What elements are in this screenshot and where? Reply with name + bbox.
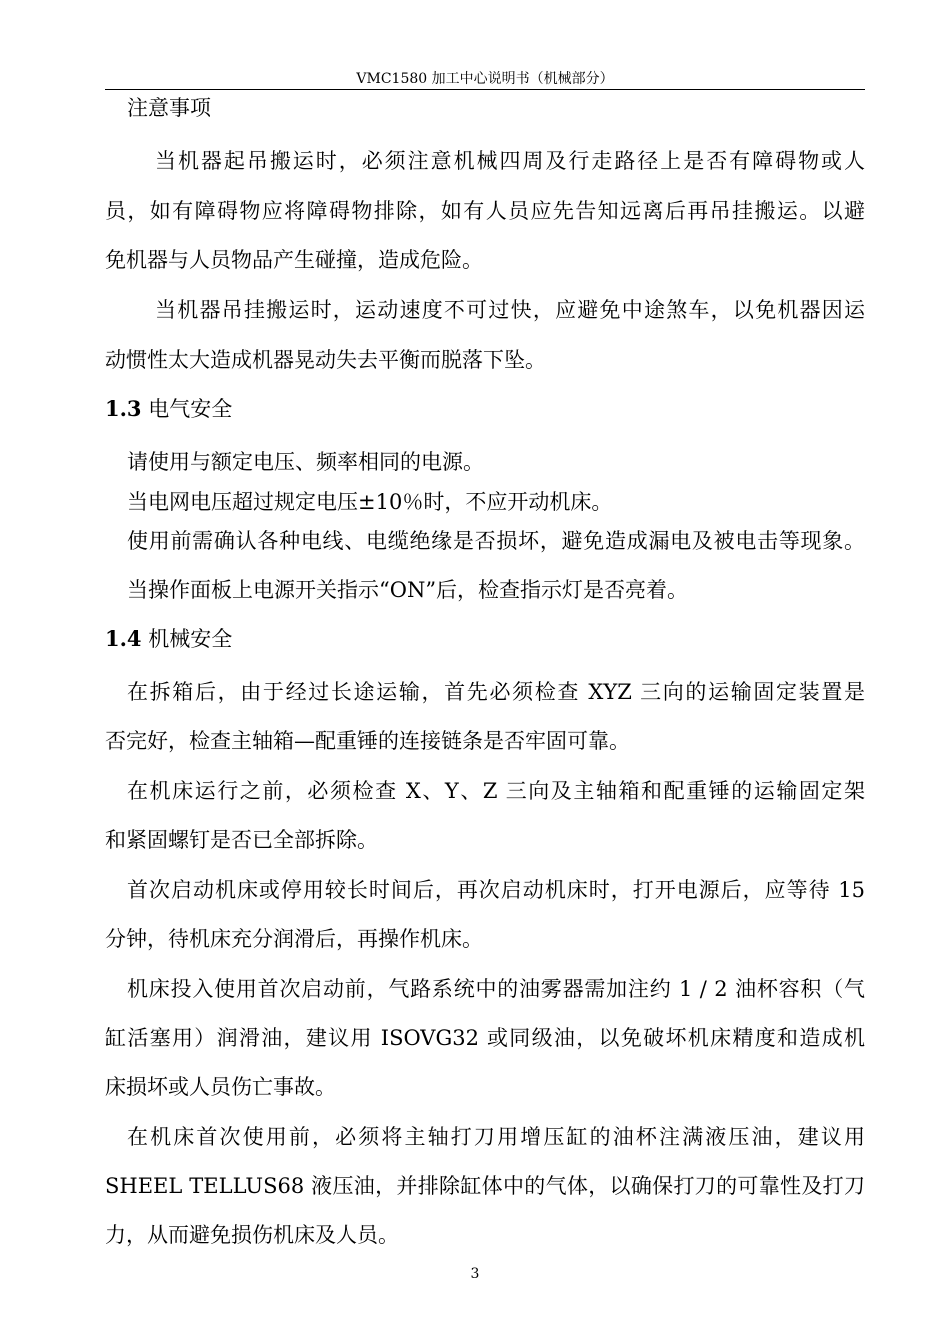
- paragraph-line: 当电网电压超过规定电压±10％时，不应开动机床。: [127, 490, 613, 514]
- section-heading-1-3: [105, 392, 865, 426]
- section-title: 电气安全: [148, 397, 233, 421]
- paragraph-line: 缸活塞用）润滑油，建议用 ISOVG32 或同级油，以免破坏机床精度和造成机: [105, 1026, 865, 1050]
- paragraph-line: 当操作面板上电源开关指示“ON”后，检查指示灯是否亮着。: [127, 578, 689, 602]
- paragraph-line: 在机床运行之前，必须检查 X、Y、Z 三向及主轴箱和配重锤的运输固定架: [127, 779, 865, 803]
- paragraph-line: 首次启动机床或停用较长时间后，再次启动机床时，打开电源后，应等待 15: [127, 878, 865, 902]
- section-heading-1-4: [105, 622, 865, 656]
- note-heading: 注意事项: [127, 96, 211, 120]
- paragraph-line: 当机器起吊搬运时，必须注意机械四周及行走路径上是否有障碍物或人: [155, 149, 865, 173]
- paragraph-line: 机床投入使用首次启动前，气路系统中的油雾器需加注约 1 / 2 油杯容积（气: [127, 977, 865, 1001]
- paragraph-line: 请使用与额定电压、频率相同的电源。: [127, 450, 484, 474]
- page-number: 3: [470, 1266, 480, 1282]
- paragraph-line: 床损坏或人员伤亡事故。: [105, 1075, 336, 1099]
- section-number: 1.3: [105, 396, 142, 421]
- header-rule: [105, 89, 865, 90]
- paragraph-line: 使用前需确认各种电线、电缆绝缘是否损坏，避免造成漏电及被电击等现象。: [127, 529, 865, 553]
- paragraph-line: 和紧固螺钉是否已全部拆除。: [105, 828, 378, 852]
- paragraph-line: SHEEL TELLUS68 液压油，并排除缸体中的气体，以确保打刀的可靠性及打刀: [105, 1174, 865, 1198]
- paragraph-line: 免机器与人员物品产生碰撞，造成危险。: [105, 248, 483, 272]
- section-title: 机械安全: [148, 627, 233, 651]
- section-number: 1.4: [105, 626, 142, 651]
- page-header: VMC1580 加工中心说明书（机械部分）: [356, 71, 614, 87]
- paragraph-line: 在机床首次使用前，必须将主轴打刀用增压缸的油杯注满液压油，建议用: [127, 1125, 865, 1149]
- paragraph-line: 动惯性太大造成机器晃动失去平衡而脱落下坠。: [105, 348, 546, 372]
- paragraph-line: 否完好，检查主轴箱—配重锤的连接链条是否牢固可靠。: [105, 729, 630, 753]
- paragraph-line: 员，如有障碍物应将障碍物排除，如有人员应先告知远离后再吊挂搬运。以避: [105, 199, 865, 223]
- paragraph-line: 分钟，待机床充分润滑后，再操作机床。: [105, 927, 483, 951]
- paragraph-line: 当机器吊挂搬运时，运动速度不可过快，应避免中途煞车，以免机器因运: [155, 298, 865, 322]
- paragraph-line: 在拆箱后，由于经过长途运输，首先必须检查 XYZ 三向的运输固定装置是: [127, 680, 865, 704]
- paragraph-line: 力，从而避免损伤机床及人员。: [105, 1223, 399, 1247]
